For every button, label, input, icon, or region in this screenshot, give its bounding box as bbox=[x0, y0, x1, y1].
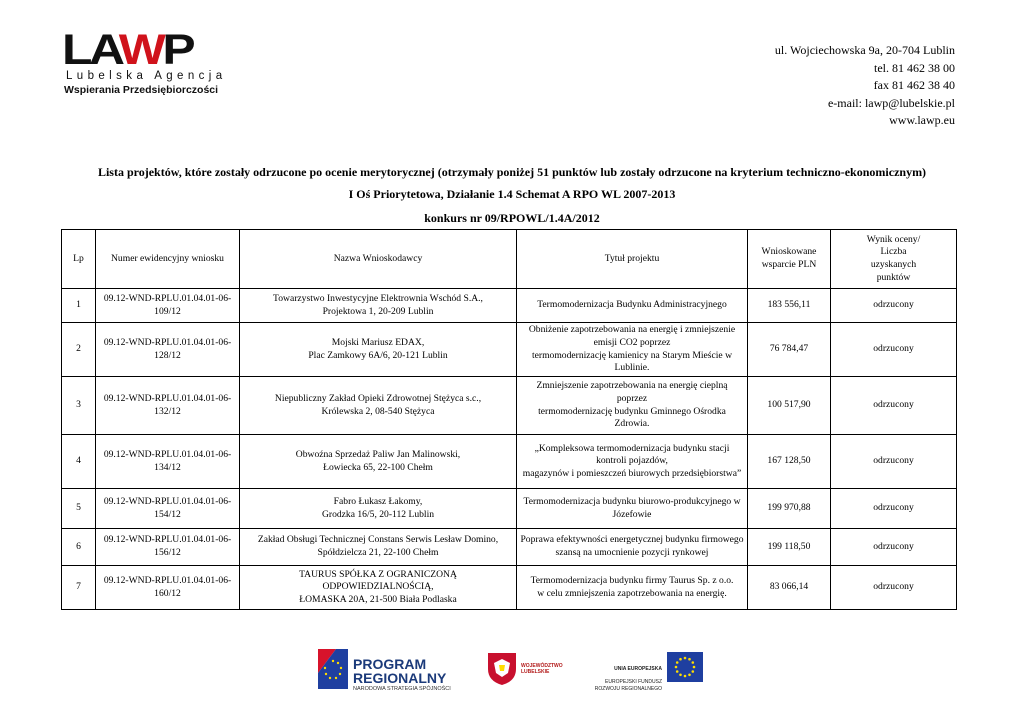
program-regionalny-logo: PROGRAM REGIONALNY NARODOWA STRATEGIA SPÓJNOŚCI bbox=[353, 656, 451, 692]
voivodeship-crest-icon bbox=[482, 649, 522, 687]
cell-number: 09.12-WND-RPLU.01.04.01-06- 128/12 bbox=[96, 323, 240, 377]
cell-project-title: „Kompleksowa termomodernizacja budynku stacji kontroli pojazdów, magazynów i pomieszczeń biurowych przedsiębiorstwa” bbox=[517, 435, 748, 489]
voivodeship-label: WOJEWÓDZTWO LUBELSKIE bbox=[521, 663, 563, 675]
cell-amount: 183 556,11 bbox=[748, 289, 831, 323]
cell-amount: 167 128,50 bbox=[748, 435, 831, 489]
cell-number: 09.12-WND-RPLU.01.04.01-06- 109/12 bbox=[96, 289, 240, 323]
cell-applicant: TAURUS SPÓŁKA Z OGRANICZONĄ ODPOWIEDZIALNOŚCIĄ, ŁOMASKA 20A, 21-500 Biała Podlaska bbox=[240, 566, 517, 610]
header-applicant: Nazwa Wnioskodawcy bbox=[240, 230, 517, 289]
address-email[interactable]: e-mail: lawp@lubelskie.pl bbox=[827, 95, 955, 110]
document-subtitle: I Oś Priorytetowa, Działanie 1.4 Schemat A RPO WL 2007-2013 bbox=[348, 187, 676, 201]
cell-project-title: Termomodernizacja Budynku Administracyjnego bbox=[517, 289, 748, 323]
cell-applicant: Obwoźna Sprzedaż Paliw Jan Malinowski, Łowiecka 65, 22-100 Chełm bbox=[240, 435, 517, 489]
document-title: Lista projektów, które zostały odrzucone po ocenie merytorycznej (otrzymały poniżej 51 punktów lub zostały odrzucone na kryterium techniczno-ekonomicznym) bbox=[97, 165, 927, 179]
cell-result: odrzucony bbox=[831, 323, 957, 377]
cell-project-title: Termomodernizacja budynku firmy Taurus Sp. z o.o. w celu zmniejszenia zapotrzebowania na energię. bbox=[517, 566, 748, 610]
logo-tagline-1: Lubelska Agencja bbox=[66, 70, 227, 82]
table-row bbox=[62, 435, 957, 489]
program-flag-icon bbox=[316, 647, 350, 691]
cell-lp: 1 bbox=[62, 289, 96, 323]
eu-flag-icon bbox=[667, 652, 703, 682]
table-row bbox=[62, 289, 957, 323]
cell-lp: 4 bbox=[62, 435, 96, 489]
cell-project-title: Obniżenie zapotrzebowania na energię i zmniejszenie emisji CO2 poprzez termomodernizację kamienicy na Starym Mieście w Lublinie. bbox=[517, 323, 748, 377]
cell-applicant: Mojski Mariusz EDAX, Plac Zamkowy 6A/6, 20-121 Lublin bbox=[240, 323, 517, 377]
table-row bbox=[62, 377, 957, 435]
contact-address bbox=[775, 42, 955, 130]
header-lp: Lp bbox=[62, 230, 96, 289]
table-row bbox=[62, 323, 957, 377]
cell-amount: 199 118,50 bbox=[748, 529, 831, 566]
cell-lp: 5 bbox=[62, 489, 96, 529]
cell-number: 09.12-WND-RPLU.01.04.01-06- 132/12 bbox=[96, 377, 240, 435]
address-fax: fax 81 462 38 40 bbox=[873, 78, 955, 92]
cell-lp: 7 bbox=[62, 566, 96, 610]
cell-result: odrzucony bbox=[831, 435, 957, 489]
table-header-row bbox=[62, 230, 957, 289]
cell-amount: 83 066,14 bbox=[748, 566, 831, 610]
cell-result: odrzucony bbox=[831, 566, 957, 610]
cell-lp: 3 bbox=[62, 377, 96, 435]
cell-project-title: Termomodernizacja budynku biurowo-produkcyjnego w Józefowie bbox=[517, 489, 748, 529]
header-amount: Wnioskowane wsparcie PLN bbox=[748, 230, 831, 289]
cell-amount: 76 784,47 bbox=[748, 323, 831, 377]
cell-applicant: Towarzystwo Inwestycyjne Elektrownia Wschód S.A., Projektowa 1, 20-209 Lublin bbox=[240, 289, 517, 323]
cell-result: odrzucony bbox=[831, 289, 957, 323]
cell-applicant: Zakład Obsługi Technicznej Constans Serwis Lesław Domino, Spółdzielcza 21, 22-100 Chełm bbox=[240, 529, 517, 566]
cell-applicant: Niepubliczny Zakład Opieki Zdrowotnej Stężyca s.c., Królewska 2, 08-540 Stężyca bbox=[240, 377, 517, 435]
cell-lp: 6 bbox=[62, 529, 96, 566]
rejected-projects-table bbox=[61, 229, 957, 610]
header-number: Numer ewidencyjny wniosku bbox=[96, 230, 240, 289]
address-phone: tel. 81 462 38 00 bbox=[874, 60, 955, 75]
cell-amount: 199 970,88 bbox=[748, 489, 831, 529]
cell-lp: 2 bbox=[62, 323, 96, 377]
cell-project-title: Poprawa efektywności energetycznej budynku firmowego szansą na umocnienie pozycji rynkowej bbox=[517, 529, 748, 566]
cell-result: odrzucony bbox=[831, 377, 957, 435]
address-street: ul. Wojciechowska 9a, 20-704 Lublin bbox=[774, 43, 955, 57]
cell-number: 09.12-WND-RPLU.01.04.01-06- 160/12 bbox=[96, 566, 240, 610]
header-project-title: Tytuł projektu bbox=[517, 230, 748, 289]
cell-result: odrzucony bbox=[831, 529, 957, 566]
header-result: Wynik oceny/ Liczba uzyskanych punktów bbox=[831, 230, 957, 289]
cell-number: 09.12-WND-RPLU.01.04.01-06- 156/12 bbox=[96, 529, 240, 566]
table-row bbox=[62, 489, 957, 529]
logo-tagline-2: Wspierania Przedsiębiorczości bbox=[64, 84, 219, 96]
contest-number: konkurs nr 09/RPOWL/1.4A/2012 bbox=[424, 211, 600, 225]
table-row bbox=[62, 566, 957, 610]
table-row bbox=[62, 529, 957, 566]
cell-applicant: Fabro Łukasz Łakomy, Grodzka 16/5, 20-112 Lublin bbox=[240, 489, 517, 529]
footer-logos bbox=[0, 643, 1024, 693]
cell-result: odrzucony bbox=[831, 489, 957, 529]
eu-label: UNIA EUROPEJSKA EUROPEJSKI FUNDUSZ ROZWOJU REGIONALNEGO bbox=[594, 666, 662, 692]
cell-project-title: Zmniejszenie zapotrzebowania na energię cieplną poprzez termomodernizację budynku Gminnego Ośrodka Zdrowia. bbox=[517, 377, 748, 435]
cell-number: 09.12-WND-RPLU.01.04.01-06- 154/12 bbox=[96, 489, 240, 529]
cell-number: 09.12-WND-RPLU.01.04.01-06- 134/12 bbox=[96, 435, 240, 489]
lawp-logo bbox=[62, 26, 227, 96]
address-website[interactable]: www.lawp.eu bbox=[889, 113, 955, 127]
cell-amount: 100 517,90 bbox=[748, 377, 831, 435]
logo-mark: LAWP bbox=[62, 26, 193, 74]
